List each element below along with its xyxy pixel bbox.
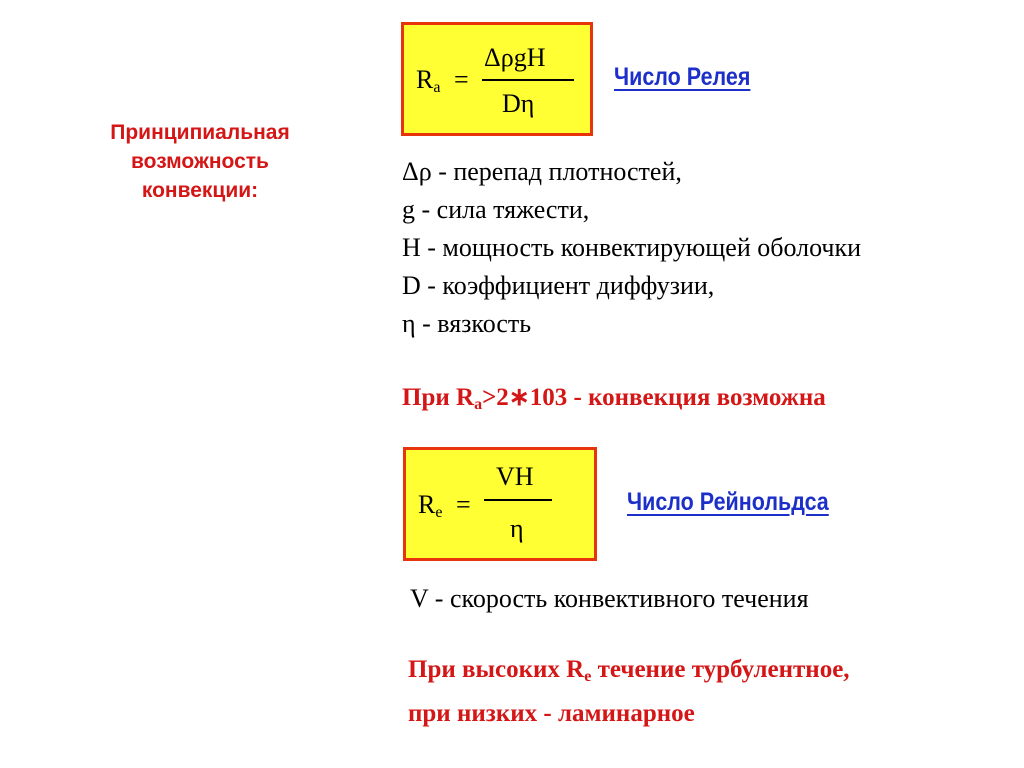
flow-note-line-2: при низких - ламинарное bbox=[408, 700, 695, 727]
rayleigh-formula-box bbox=[401, 22, 593, 136]
side-title-line-3: конвекции: bbox=[141, 179, 259, 202]
convection-condition bbox=[402, 382, 826, 414]
reynolds-numerator: VH bbox=[496, 462, 534, 491]
reynolds-formula-box bbox=[403, 447, 597, 561]
definition-item: Δρ - перепад плотностей, bbox=[402, 157, 682, 186]
rayleigh-fraction-bar bbox=[482, 79, 574, 81]
definition-item: g - сила тяжести, bbox=[402, 195, 590, 224]
reynolds-number-label: Число Рейнольдса bbox=[627, 488, 829, 516]
definition-item: η - вязкость bbox=[402, 309, 532, 338]
definition-item: H - мощность конвектирующей оболочки bbox=[402, 233, 862, 262]
rayleigh-lhs-sub: a bbox=[433, 79, 441, 96]
reynolds-lhs-main: R bbox=[418, 490, 436, 519]
definition-item: D - коэффициент диффузии, bbox=[402, 271, 715, 300]
rayleigh-denominator: Dη bbox=[502, 89, 535, 118]
rayleigh-lhs bbox=[416, 67, 440, 96]
reynolds-fraction-bar bbox=[484, 499, 552, 501]
rayleigh-lhs-main: R bbox=[416, 65, 434, 94]
flow-note-sub: e bbox=[584, 668, 592, 685]
flow-note-line-1 bbox=[408, 656, 850, 686]
reynolds-lhs-sub: e bbox=[435, 504, 443, 521]
condition-suffix: >2∗103 - конвекция возможна bbox=[482, 384, 826, 411]
condition-prefix: При R bbox=[402, 384, 475, 411]
condition-sub: a bbox=[474, 396, 483, 413]
velocity-definition: V - скорость конвективного течения bbox=[410, 584, 809, 613]
reynolds-denominator: η bbox=[510, 514, 524, 543]
rayleigh-numerator: ΔρgH bbox=[484, 43, 546, 72]
side-title-line-1: Принципиальная bbox=[110, 121, 290, 144]
rayleigh-number-label: Число Релея bbox=[614, 63, 751, 91]
side-title-line-2: возможность bbox=[131, 150, 269, 173]
reynolds-lhs bbox=[418, 492, 442, 521]
reynolds-equals: = bbox=[456, 490, 471, 519]
rayleigh-equals: = bbox=[454, 65, 469, 94]
side-title bbox=[60, 118, 340, 205]
flow-note-suffix: течение турбулентное, bbox=[591, 656, 850, 683]
flow-note-prefix: При высоких R bbox=[408, 656, 585, 683]
definitions-list bbox=[402, 153, 861, 343]
